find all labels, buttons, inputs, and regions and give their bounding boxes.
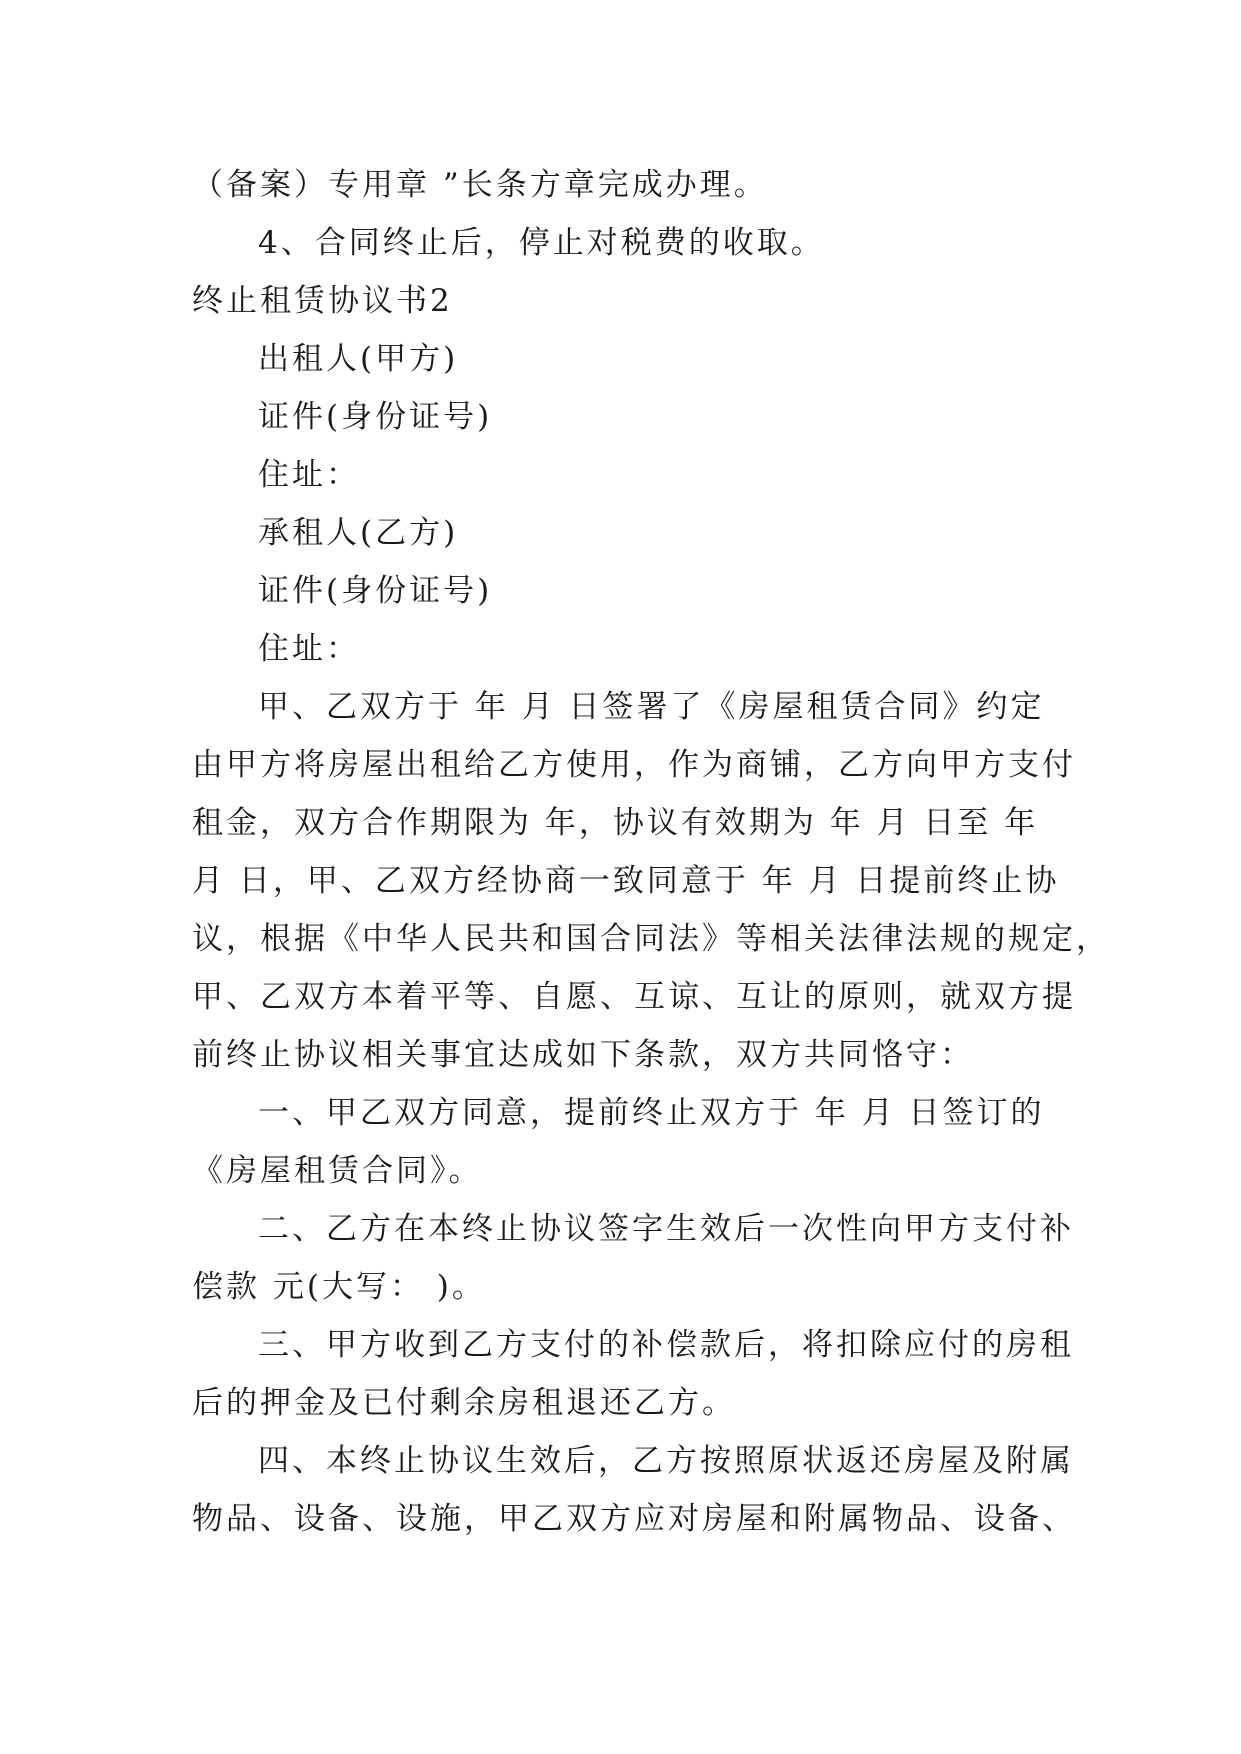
text-line: 证件(身份证号) <box>258 573 493 609</box>
text-line: 由甲方将房屋出租给乙方使用，作为商铺，乙方向甲方支付 <box>192 747 1076 783</box>
text-line: 一、甲乙双方同意，提前终止双方于 年 月 日签订的 <box>258 1095 1045 1131</box>
text-line: 月 日，甲、乙双方经协商一致同意于 年 月 日提前终止协 <box>192 863 1060 899</box>
text-line: 二、乙方在本终止协议签字生效后一次性向甲方支付补 <box>258 1211 1074 1247</box>
text-line: 前终止协议相关事宜达成如下条款，双方共同恪守： <box>192 1037 974 1073</box>
text-line: 4、合同终止后，停止对税费的收取。 <box>258 225 825 261</box>
text-line: （备案）专用章 ”长条方章完成办理。 <box>192 167 768 203</box>
text-line: 甲、乙双方本着平等、自愿、互谅、互让的原则，就双方提 <box>192 979 1076 1015</box>
text-line: 甲、乙双方于 年 月 日签署了《房屋租赁合同》约定 <box>258 689 1045 725</box>
text-line: 四、本终止协议生效后，乙方按照原状返还房屋及附属 <box>258 1443 1074 1479</box>
text-line: 住址： <box>258 631 360 667</box>
text-line: 议，根据《中华人民共和国合同法》等相关法律法规的规定， <box>192 921 1110 957</box>
text-line: 租金，双方合作期限为 年，协议有效期为 年 月 日至 年 <box>192 805 1039 841</box>
text-line: 住址： <box>258 457 360 493</box>
text-line: 承租人(乙方) <box>258 515 459 551</box>
text-line: 三、甲方收到乙方支付的补偿款后，将扣除应付的房租 <box>258 1327 1074 1363</box>
text-line: 《房屋租赁合同》。 <box>192 1153 483 1189</box>
text-line: 出租人(甲方) <box>258 341 459 377</box>
text-line: 物品、设备、设施，甲乙双方应对房屋和附属物品、设备、 <box>192 1501 1076 1537</box>
section-heading: 终止租赁协议书2 <box>192 283 453 319</box>
text-line: 后的押金及已付剩余房租退还乙方。 <box>192 1385 736 1421</box>
text-line: 偿款 元(大写： )。 <box>192 1269 486 1305</box>
text-line: 证件(身份证号) <box>258 399 493 435</box>
